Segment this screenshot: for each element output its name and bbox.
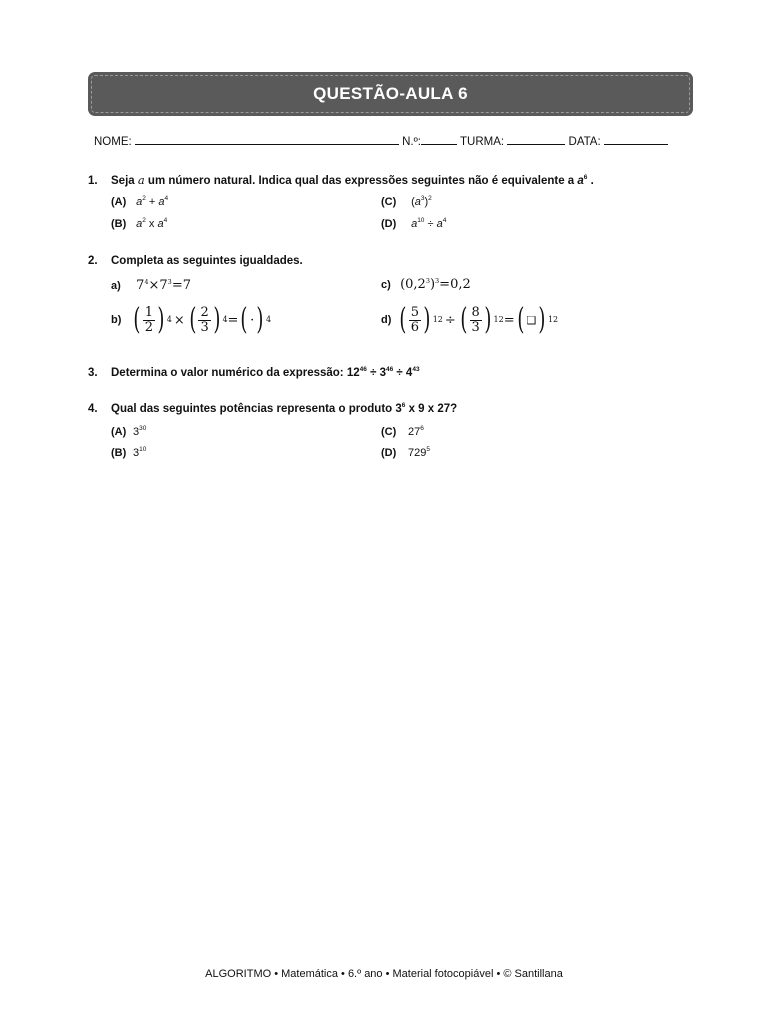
page-footer: ALGORITMO • Matemática • 6.º ano • Material fotocopiável • © Santillana (205, 968, 563, 980)
option-label: (C) (381, 196, 397, 208)
question-text: Qual das seguintes potências representa o produto 3 (111, 403, 402, 415)
paren: ) (429, 277, 436, 292)
question-number: 3. (88, 367, 98, 379)
option-label: (A) (111, 196, 127, 208)
fraction (198, 306, 210, 335)
equals: = (227, 312, 239, 328)
base: a (158, 196, 165, 208)
question-text: ÷ 3 (366, 367, 386, 379)
q4-option-c (381, 426, 424, 438)
exponent: 6 (583, 174, 588, 181)
date-blank (604, 134, 668, 145)
item-label: a) (111, 280, 121, 292)
question-number: 1. (88, 175, 98, 187)
denominator: 6 (410, 319, 419, 335)
question-text: Completa as seguintes igualdades. (111, 255, 303, 267)
base: 3 (133, 447, 140, 459)
question-1 (88, 173, 594, 187)
exponent: 2 (428, 195, 432, 202)
base: a (136, 196, 143, 208)
exponent: 4 (163, 217, 168, 224)
q2-item-d: d) ( $\frac{5}{6}$ ) 12 ÷ ( $\frac{8}{3}$ ) 12 = ( ❑ ) 12 (381, 302, 559, 337)
q4-option-b (111, 447, 146, 459)
equals: = (503, 312, 515, 328)
base: 7 (136, 278, 145, 293)
student-info-line (94, 134, 668, 148)
q4-option-a (111, 426, 146, 438)
base: a (157, 218, 164, 230)
fraction (470, 306, 482, 335)
question-4 (88, 403, 457, 415)
q1-option-c (381, 196, 432, 208)
q2-item-b: b) ( $\frac{1}{2}$ ) 4 × ( $\frac{2}{3}$ ) 4 = ( · ) 4 (111, 302, 272, 337)
class-blank (507, 134, 565, 145)
q1-option-a (111, 196, 168, 208)
question-text: Determina o valor numérico da expressão: 12 (111, 367, 360, 379)
name-label: NOME: (94, 136, 132, 148)
question-text: x 9 x 27? (405, 403, 458, 415)
q2-item-c (381, 277, 471, 292)
variable: a (137, 173, 145, 187)
exponent: 3 (167, 278, 172, 286)
exponent: 4 (442, 217, 447, 224)
numerator: 2 (200, 304, 209, 320)
exponent: 5 (426, 446, 430, 453)
blank-box: ❑ (526, 313, 537, 327)
base: 729 (408, 447, 427, 459)
paren: ( (240, 302, 248, 337)
option-label: (A) (111, 426, 127, 438)
blank-dot: · (250, 312, 255, 328)
item-label: d) (381, 314, 392, 326)
option-label: (D) (381, 218, 397, 230)
question-text: . (587, 175, 594, 187)
exponent: 2 (142, 217, 146, 224)
exponent: 4 (164, 195, 169, 202)
base: 7 (159, 278, 168, 293)
exponent: 3 (420, 195, 425, 202)
result: =0,2 (439, 277, 471, 292)
operator: x (145, 218, 158, 230)
title-banner (88, 72, 693, 116)
operator: ÷ (424, 218, 437, 230)
exponent: 43 (412, 366, 420, 373)
operator: × (173, 312, 185, 328)
operator: + (145, 196, 159, 208)
denominator: 2 (144, 319, 153, 335)
paren: ) (538, 302, 546, 337)
item-label: b) (111, 314, 122, 326)
base: (0,2 (400, 277, 426, 292)
base: a (414, 196, 421, 208)
exponent: 6 (420, 425, 424, 432)
name-blank (135, 134, 399, 145)
exponent: 3 (425, 277, 430, 285)
question-number: 4. (88, 403, 98, 415)
question-text: Seja (111, 175, 138, 187)
variable: a (577, 175, 584, 187)
question-3 (88, 367, 420, 379)
numerator: 5 (410, 304, 419, 320)
base: 3 (133, 426, 140, 438)
paren: ( (133, 302, 141, 337)
denominator: 3 (200, 319, 209, 335)
option-label: (D) (381, 447, 397, 459)
page-title: QUESTÃO-AULA 6 (313, 84, 468, 103)
question-2 (88, 255, 303, 267)
exponent: 30 (139, 425, 147, 432)
base: a (411, 218, 418, 230)
base: 27 (408, 426, 421, 438)
exponent: 4 (144, 278, 149, 286)
q1-option-b (111, 218, 167, 230)
option-label: (B) (111, 218, 127, 230)
option-label: (B) (111, 447, 127, 459)
paren: ) (213, 302, 221, 337)
result: =7 (171, 278, 191, 293)
base: a (436, 218, 443, 230)
operator: × (148, 278, 160, 293)
question-text: ÷ 4 (393, 367, 413, 379)
paren: ) (484, 302, 492, 337)
q4-option-d (381, 447, 430, 459)
paren: ( (399, 302, 407, 337)
paren: ( (189, 302, 197, 337)
q1-option-d (381, 218, 446, 230)
exponent: 46 (359, 366, 367, 373)
base: a (136, 218, 143, 230)
paren: ( (411, 196, 415, 208)
exponent: 10 (139, 446, 147, 453)
item-label: c) (381, 279, 391, 291)
paren: ) (157, 302, 165, 337)
fraction (143, 306, 155, 335)
exponent: 3 (435, 277, 440, 285)
paren: ) (256, 302, 264, 337)
exponent: 10 (417, 217, 425, 224)
paren: ) (423, 302, 431, 337)
paren: ( (516, 302, 524, 337)
number-blank (421, 134, 457, 145)
operator: ÷ (444, 312, 456, 328)
expression (400, 277, 471, 292)
numerator: 1 (144, 304, 153, 320)
exponent: 6 (401, 402, 406, 409)
numerator: 8 (471, 304, 480, 320)
date-label: DATA: (568, 136, 601, 148)
question-number: 2. (88, 255, 98, 267)
fraction (409, 306, 421, 335)
paren: ( (460, 302, 468, 337)
exponent: 2 (142, 195, 146, 202)
q2-item-a (111, 278, 191, 293)
question-text: um número natural. Indica qual das expressões seguintes não é equivalente a (144, 175, 578, 187)
paren: ) (424, 196, 429, 208)
option-label: (C) (381, 426, 397, 438)
number-label: N.º: (402, 136, 422, 148)
class-label: TURMA: (460, 136, 505, 148)
exponent: 46 (385, 366, 394, 373)
denominator: 3 (471, 319, 480, 335)
expression (136, 278, 191, 293)
